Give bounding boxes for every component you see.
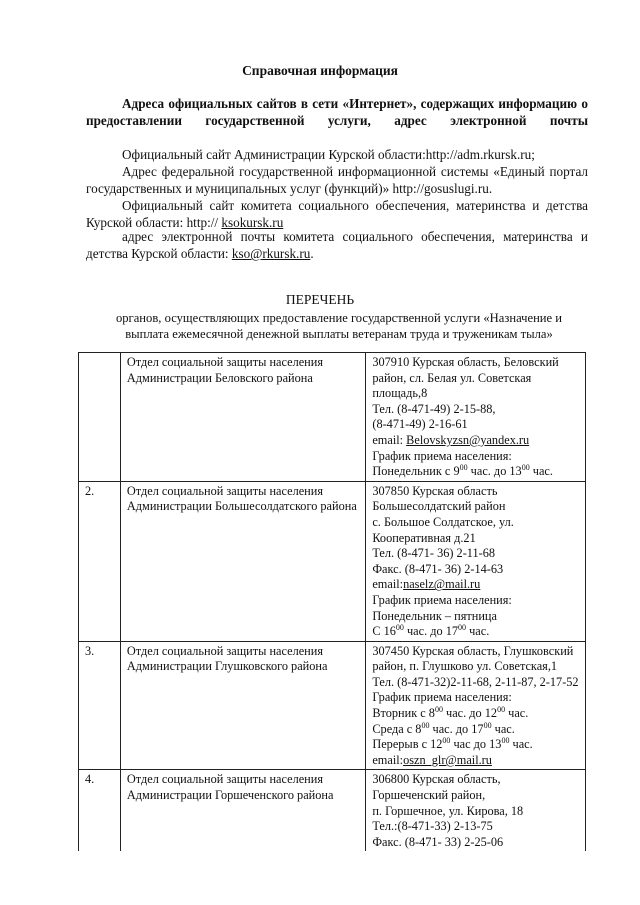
office-address: 307450 Курская область, Глушковский район, п. Глушково ул. Советская,1: [372, 643, 574, 674]
row-number: 4.: [79, 770, 121, 851]
email-label: email:: [372, 577, 404, 592]
admin-site-line: Официальный сайт Администрации Курской области:http://adm.rkursk.ru;: [122, 147, 535, 162]
office-email-line: [372, 577, 580, 593]
office-email-link[interactable]: Belovskyzsn@yandex.ru: [406, 432, 530, 447]
schedule-hours: Понедельник с $9^{00}$ час. до $13^{00}$ час.: [372, 463, 553, 479]
office-name: Отдел социальной защиты населения Администрации Горшеченского района: [120, 770, 365, 851]
office-address: Большесолдатский район: [372, 499, 506, 514]
email-label: email:: [372, 432, 407, 447]
table-row: [79, 481, 586, 641]
office-email-link[interactable]: naselz@mail.ru: [403, 577, 481, 592]
row-number: [79, 353, 121, 482]
office-phone: Тел. (8-471- 36) 2-11-68: [372, 546, 496, 561]
schedule-label: График приема населения:: [372, 448, 512, 463]
committee-email-line: [86, 228, 588, 262]
office-contacts: [366, 481, 586, 641]
table-row: [79, 353, 586, 482]
office-contacts: [366, 641, 586, 770]
office-fax: Факс. (8-471- 36) 2-14-63: [372, 561, 504, 576]
list-title: ПЕРЕЧЕНЬ: [285, 292, 355, 307]
office-address: Горшеченский район,: [372, 788, 486, 803]
committee-site-text: Официальный сайт комитета социального обеспечения, материнства и детства Курской области: http://: [86, 198, 588, 230]
offices-table: [78, 352, 586, 851]
office-address: 307850 Курская область: [372, 483, 498, 498]
office-phone: Тел.:(8-471-33) 2-13-75: [372, 819, 493, 834]
row-number: 2.: [79, 481, 121, 641]
schedule-break: Перерыв с $12^{00}$ час до $13^{00}$ час.: [372, 736, 533, 752]
period: .: [310, 246, 314, 261]
office-address: 307910 Курская область, Беловский район, сл. Белая ул. Советская площадь,8: [372, 355, 559, 401]
schedule-label: График приема населения:: [372, 592, 512, 607]
email-label: email:: [372, 752, 404, 767]
office-phone: (8-471-49) 2-16-61: [372, 417, 468, 432]
office-email-link[interactable]: oszn_glr@mail.ru: [403, 752, 492, 767]
office-name: Отдел социальной защиты населения Администрации Глушковского района: [120, 641, 365, 770]
row-number: 3.: [79, 641, 121, 770]
office-phone: Тел. (8-471-49) 2-15-88,: [372, 401, 496, 416]
office-address: с. Большое Солдатское, ул. Кооперативная д.21: [372, 514, 514, 545]
committee-email-text: адрес электронной почты комитета социального обеспечения, материнства и детства Курской области:: [86, 229, 588, 261]
list-subtitle: органов, осуществляющих предоставление государственной услуги «Назначение и выплата ежемесячной денежной выплаты ветеранам труда и труженикам тыла»: [115, 311, 563, 341]
office-phone: Тел. (8-471-32)2-11-68, 2-11-87, 2-17-52: [372, 674, 579, 689]
office-address: п. Горшечное, ул. Кирова, 18: [372, 803, 524, 818]
office-fax: Факс. (8-471- 33) 2-25-06: [372, 834, 504, 849]
office-name: Отдел социальной защиты населения Администрации Большесолдатского района: [120, 481, 365, 641]
schedule-hours: С $16^{00}$ час. до $17^{00}$ час.: [372, 623, 490, 639]
schedule-days: Понедельник – пятница: [372, 608, 497, 623]
office-address: 306800 Курская область,: [372, 772, 501, 787]
schedule-label: График приема населения:: [372, 690, 512, 705]
office-contacts: [366, 353, 586, 482]
portal-site-line: Адрес федеральной государственной информационной системы «Единый портал государственных и муниципальных услуг (функций)» http://gosuslugi.ru.: [86, 164, 588, 196]
schedule-wednesday: Среда с $8^{00}$ час. до $17^{00}$ час.: [372, 720, 515, 736]
table-row: [79, 770, 586, 851]
committee-site-link[interactable]: ksokursk.ru: [221, 215, 284, 230]
addresses-heading: Адреса официальных сайтов в сети «Интернет», содержащих информацию о предоставлении государственной услуги, адрес электронной почты: [86, 96, 588, 128]
committee-site-line: [86, 197, 588, 231]
office-email-line: [372, 753, 580, 769]
office-name: Отдел социальной защиты населения Администрации Беловского района: [120, 353, 365, 482]
office-contacts: [366, 770, 586, 851]
schedule-tuesday: Вторник с $8^{00}$ час. до $12^{00}$ час.: [372, 704, 529, 721]
table-row: [79, 641, 586, 770]
page-title: Справочная информация: [242, 63, 398, 78]
committee-email-link[interactable]: kso@rkursk.ru: [231, 246, 311, 261]
office-email-line: [372, 433, 580, 449]
